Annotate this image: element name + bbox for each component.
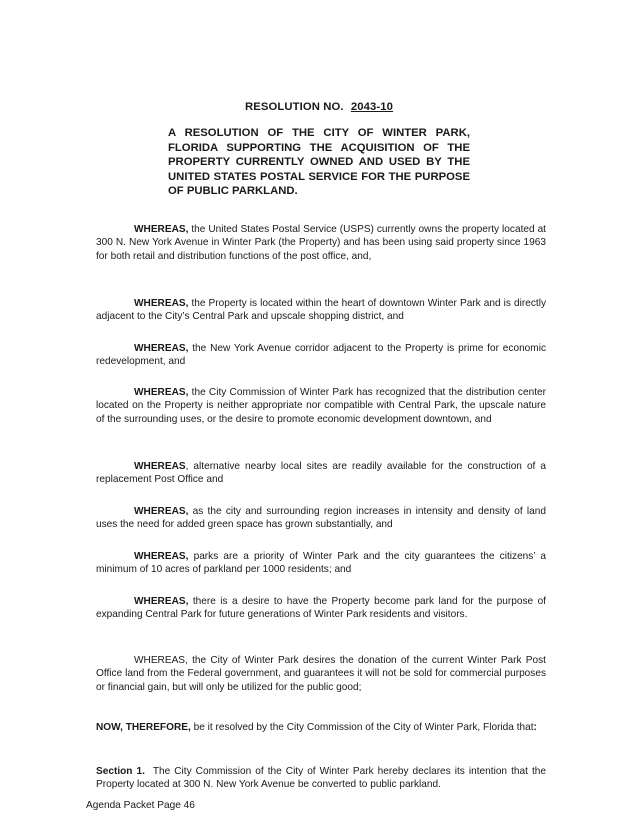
page-footer: Agenda Packet Page 46 xyxy=(86,800,195,811)
whereas-text: , alternative nearby local sites are readily available for the construction of a replacement Post Office and xyxy=(96,461,546,486)
resolution-number: 2043-10 xyxy=(350,101,394,113)
whereas-paragraph-7 xyxy=(96,550,546,576)
resolution-heading: A RESOLUTION OF THE CITY OF WINTER PARK, FLORIDA SUPPORTING THE ACQUISITION OF THE PROPERTY CURRENTLY OWNED AND USED BY THE UNITED STATES POSTAL SERVICE FOR THE PURPOSE OF PUBLIC PARKLAND. xyxy=(168,127,470,198)
whereas-text: WHEREAS, the City of Winter Park desires the donation of the current Winter Park Post Office land from the Federal government, and guarantees it will not be sold for commercial purposes or financial gain, but will only be utilized for the public good; xyxy=(96,655,546,693)
whereas-paragraph-4 xyxy=(96,386,546,426)
whereas-lead: WHEREAS, xyxy=(134,224,189,236)
section-1-lead: Section 1. xyxy=(96,766,145,778)
whereas-text: the New York Avenue corridor adjacent to the Property is prime for economic redevelopment, and xyxy=(96,343,546,368)
whereas-paragraph-3 xyxy=(96,342,546,368)
now-therefore-colon: : xyxy=(533,722,537,734)
whereas-text: the United States Postal Service (USPS) currently owns the property located at 300 N. New York Avenue in Winter Park (the Property) and has been using said property since 1963 for both retail and distribution functions of the post office, and, xyxy=(96,224,546,262)
whereas-lead: WHEREAS, xyxy=(134,596,189,608)
whereas-lead: WHEREAS xyxy=(134,461,186,473)
resolution-title xyxy=(0,101,638,113)
whereas-paragraph-5 xyxy=(96,460,546,486)
whereas-lead: WHEREAS, xyxy=(134,298,189,310)
whereas-paragraph-2 xyxy=(96,297,546,323)
now-therefore-paragraph xyxy=(96,721,546,734)
whereas-text: the Property is located within the heart of downtown Winter Park and is directly adjacent to the City’s Central Park and upscale shopping district, and xyxy=(96,298,546,323)
whereas-lead: WHEREAS, xyxy=(134,387,189,399)
whereas-paragraph-8 xyxy=(96,595,546,621)
whereas-paragraph-6 xyxy=(96,505,546,531)
whereas-lead: WHEREAS, xyxy=(134,343,189,355)
whereas-text: there is a desire to have the Property become park land for the purpose of expanding Central Park for future generations of Winter Park residents and visitors. xyxy=(96,596,546,621)
section-1-text: The City Commission of the City of Winter Park hereby declares its intention that the Property located at 300 N. New York Avenue be converted to public parkland. xyxy=(96,766,549,791)
whereas-text: as the city and surrounding region increases in intensity and density of land uses the need for added green space has grown substantially, and xyxy=(96,506,546,531)
whereas-paragraph-9 xyxy=(96,654,546,694)
resolution-title-prefix: RESOLUTION NO. xyxy=(244,101,344,113)
whereas-lead: WHEREAS, xyxy=(134,551,189,563)
whereas-paragraph-1 xyxy=(96,223,546,263)
now-therefore-lead: NOW, THEREFORE, xyxy=(96,722,191,734)
whereas-text: parks are a priority of Winter Park and the city guarantees the citizens’ a minimum of 10 acres of parkland per 1000 residents; and xyxy=(96,551,546,576)
now-therefore-text: be it resolved by the City Commission of the City of Winter Park, Florida that xyxy=(190,722,534,734)
whereas-text: the City Commission of Winter Park has recognized that the distribution center located on the Property is neither appropriate nor compatible with Central Park, the upscale nature of the surrounding uses, or the desire to promote economic development downtown, and xyxy=(96,387,546,425)
whereas-lead: WHEREAS, xyxy=(134,506,189,518)
section-1-paragraph xyxy=(96,765,549,791)
